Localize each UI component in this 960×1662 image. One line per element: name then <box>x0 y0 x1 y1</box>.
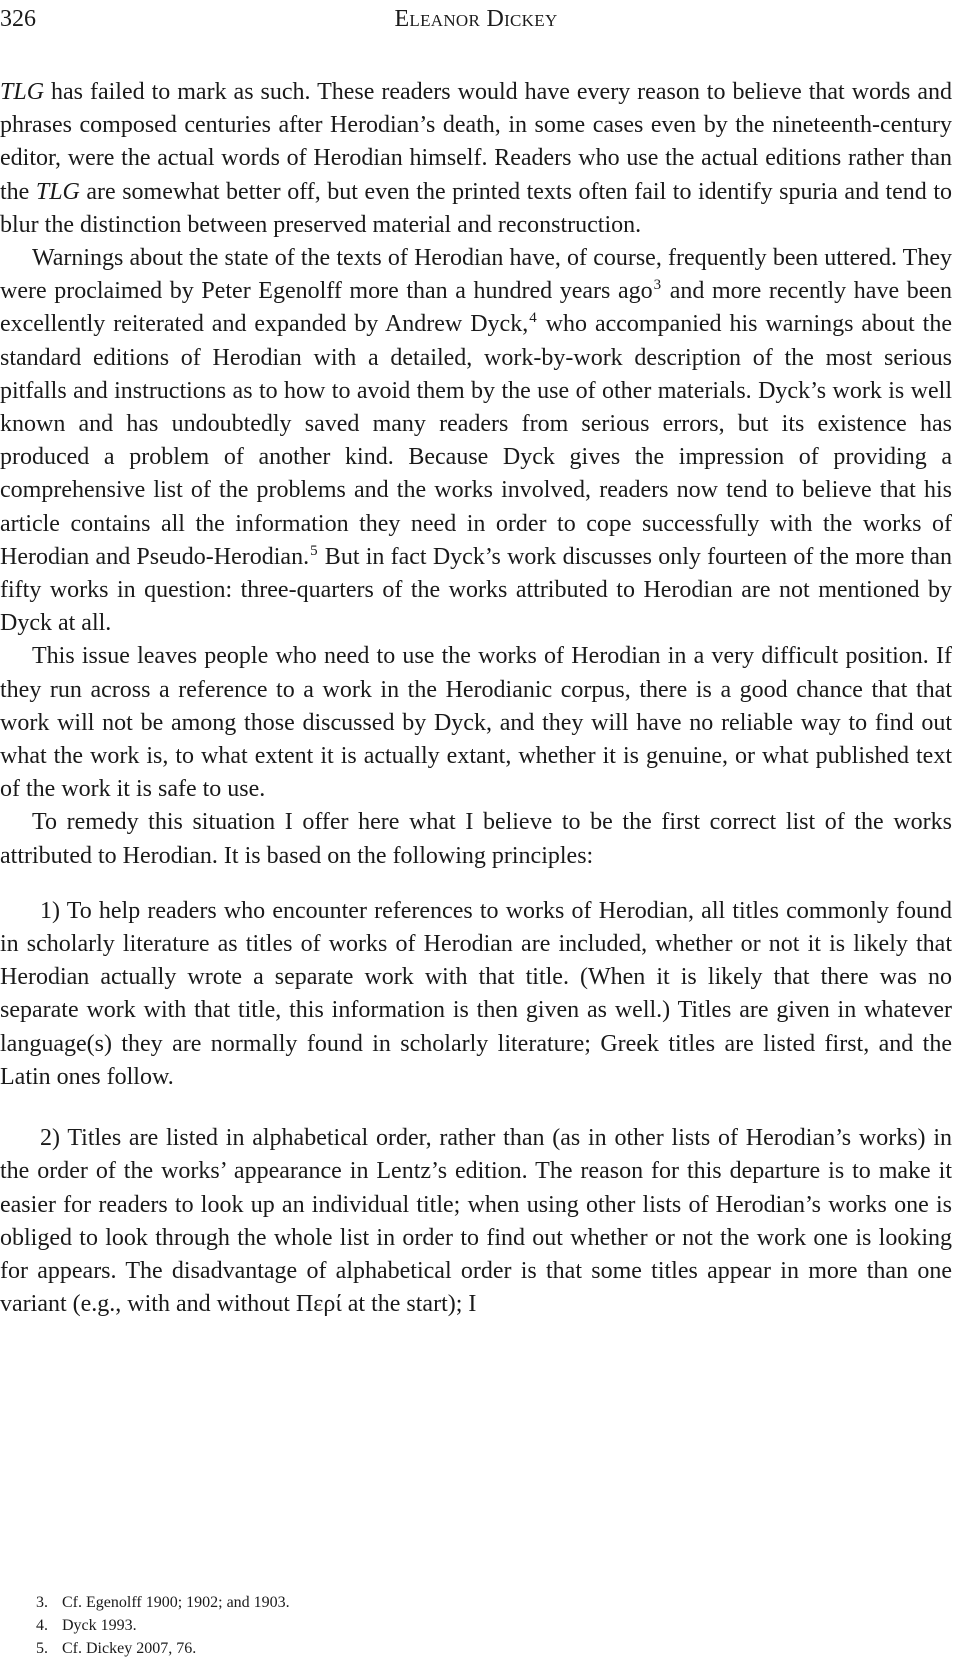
running-head <box>0 4 952 34</box>
paragraph-1-text: has failed to mark as such. These readers would have every reason to believe that words and phrases composed centuries after Herodian’s death, in some cases even by the nineteenth-century editor, were the actual words of Herodian himself. Readers who use the actual editions rather than the <box>0 79 952 205</box>
page-number: 326 <box>0 6 36 32</box>
paragraph-2-text: But in fact Dyck’s work discusses only fourteen of the more than fifty works in question: three-quarters of the works attributed to Herodian are not mentioned by Dyck at all. <box>0 543 952 637</box>
footnote-number: 5. <box>36 1640 48 1657</box>
footnote-3 <box>36 1591 936 1614</box>
paragraph-4: To remedy this situation I offer here what I believe to be the first correct list of the works attributed to Herodian. It is based on the following principles: <box>0 809 952 869</box>
footnotes <box>36 1591 936 1660</box>
running-head-author: Eleanor Dickey <box>394 6 558 32</box>
footnote-text: Cf. Egenolff 1900; 1902; and 1903. <box>62 1594 290 1611</box>
paragraph-1 <box>0 76 952 242</box>
principle-2: 2) Titles are listed in alphabetical order, rather than (as in other lists of Herodian’s works) in the order of the works’ appearance in Lentz’s edition. The reason for this departure is to make it easier for readers to look up an individual title; when using other lists of Herodian’s works one is obliged to look through the whole list in order to find out whether or not the work one is looking for appears. The disadvantage of alphabetical order is that some titles appear in more than one variant (e.g., with and without Περί at the start); I <box>0 1125 952 1318</box>
footnote-text: Cf. Dickey 2007, 76. <box>62 1640 197 1657</box>
footnote-text: Dyck 1993. <box>62 1617 137 1634</box>
footnote-5 <box>36 1637 936 1660</box>
paragraph-2-text: who accompanied his warnings about the standard editions of Herodian with a detailed, work-by-work description of the most serious pitfalls and instructions as to how to avoid them by the use of other materials. Dyck’s work is well known and has undoubtedly saved many readers from serious errors, but its existence has produced a problem of another kind. Because Dyck gives the impression of providing a comprehensive list of the problems and the works involved, readers now tend to believe that his article contains all the information they need in order to cope successfully with the works of Herodian and Pseudo-Herodian. <box>0 311 953 570</box>
paragraph-2-text: Warnings about the state of the texts of Herodian have, of course, frequently been uttered. They were proclaimed by Peter Egenolff more than a hundred years ago <box>0 245 952 305</box>
paragraph-1-text: are somewhat better off, but even the printed texts often fail to identify spuria and tend to blur the distinction between preserved material and reconstruction. <box>0 178 952 238</box>
paragraph-3: This issue leaves people who need to use the works of Herodian in a very difficult position. If they run across a reference to a work in the Herodianic corpus, there is a good chance that that work will not be among those discussed by Dyck, and they will have no reliable way to find out what the work is, to what extent it is actually extant, whether it is genuine, or what published text of the work it is safe to use. <box>0 643 952 803</box>
paragraph-2-text: and more recently have been excellently reiterated and expanded by Andrew Dyck, <box>0 278 952 338</box>
footnote-ref-4[interactable]: 4 <box>529 310 537 327</box>
footnote-number: 3. <box>36 1594 48 1611</box>
principle-1: 1) To help readers who encounter references to works of Herodian, all titles commonly found in scholarly literature as titles of works of Herodian are included, whether or not it is likely that Herodian actually wrote a separate work with that title. (When it is likely that there was no separate work with that title, this information is then given as well.) Titles are given in whatever language(s) they are normally found in scholarly literature; Greek titles are listed first, and the Latin ones follow. <box>0 897 952 1090</box>
footnote-ref-3[interactable]: 3 <box>653 277 662 294</box>
footnote-number: 4. <box>36 1617 48 1634</box>
body-text <box>0 76 952 1321</box>
tlg-abbreviation: TLG <box>35 178 80 205</box>
footnote-4 <box>36 1614 936 1637</box>
paragraph-2 <box>0 242 952 640</box>
footnote-ref-5[interactable]: 5 <box>310 542 318 559</box>
tlg-abbreviation: TLG <box>0 79 45 105</box>
